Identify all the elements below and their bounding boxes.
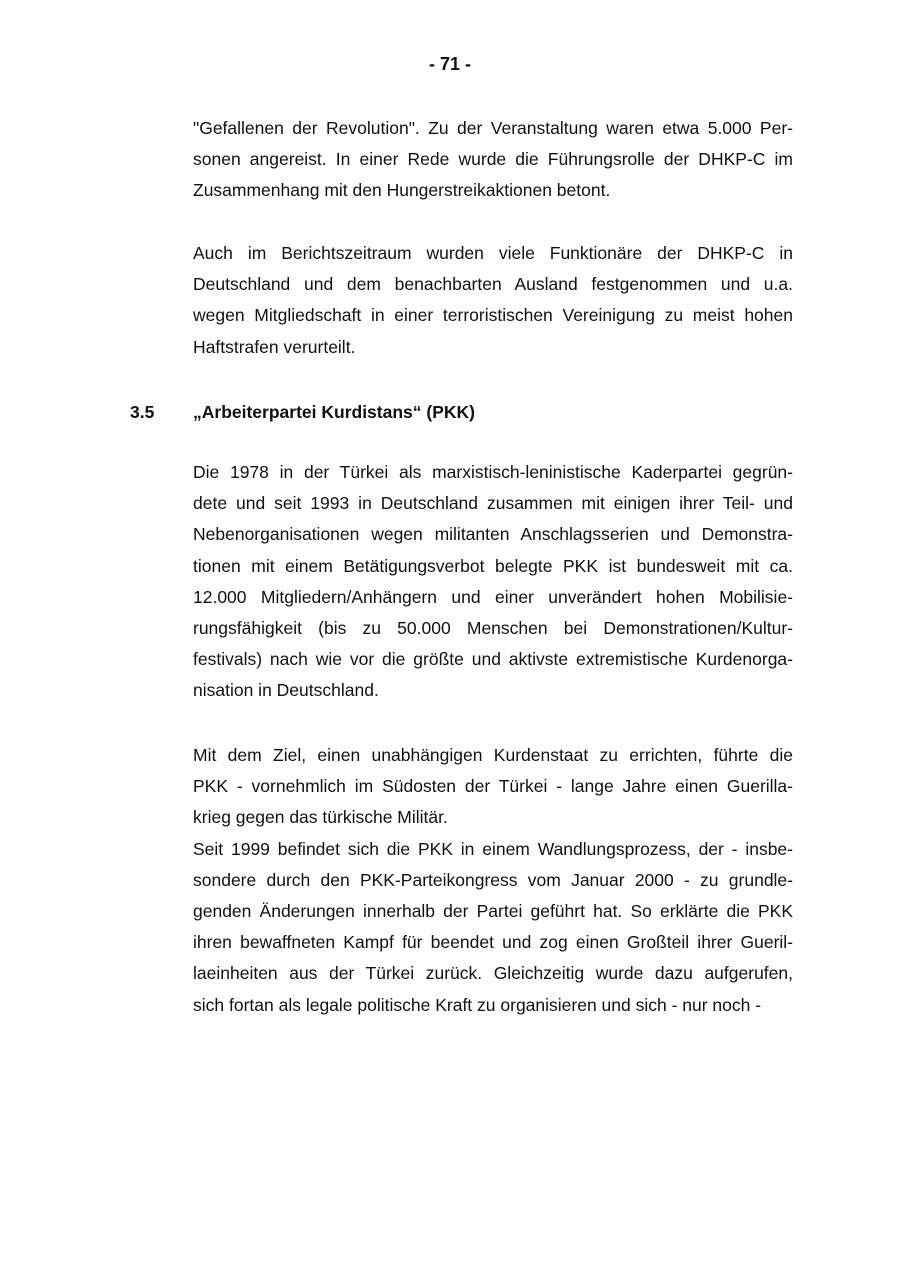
paragraph-line: Mit dem Ziel, einen unabhängigen Kurdenstaat zu errichten, führte die — [193, 745, 793, 765]
paragraph-line: "Gefallenen der Revolution". Zu der Veranstaltung waren etwa 5.000 Per- — [193, 118, 793, 138]
page-number: - 71 - — [428, 54, 471, 74]
paragraph-line: Die 1978 in der Türkei als marxistisch-leninistische Kaderpartei gegrün- — [193, 462, 793, 482]
paragraph-line: Auch im Berichtszeitraum wurden viele Funktionäre der DHKP-C in — [193, 243, 793, 263]
section-title: „Arbeiterpartei Kurdistans“ (PKK) — [193, 402, 475, 422]
paragraph-line: nisation in Deutschland. — [193, 680, 379, 701]
paragraph-line: Haftstrafen verurteilt. — [193, 336, 356, 357]
paragraph-line: dete und seit 1993 in Deutschland zusammen mit einigen ihrer Teil- und — [193, 493, 793, 514]
paragraph-line: ihren bewaffneten Kampf für beendet und zog einen Großteil ihrer Gueril- — [193, 932, 793, 953]
paragraph-line: sich fortan als legale politische Kraft zu organisieren und sich - nur noch - — [193, 994, 762, 1015]
paragraph-line: genden Änderungen innerhalb der Partei geführt hat. So erklärte die PKK — [193, 900, 793, 921]
paragraph-line: Deutschland und dem benachbarten Ausland festgenommen und u.a. — [193, 274, 793, 295]
paragraph-line: sonen angereist. In einer Rede wurde die Führungsrolle der DHKP-C im — [193, 149, 793, 170]
paragraph-line: krieg gegen das türkische Militär. — [193, 807, 448, 828]
paragraph-3 — [193, 457, 793, 707]
paragraph-1 — [193, 113, 793, 207]
paragraph-line: rungsfähigkeit (bis zu 50.000 Menschen bei Demonstrationen/Kultur- — [193, 617, 793, 638]
paragraph-line: PKK - vornehmlich im Südosten der Türkei - lange Jahre einen Guerilla- — [193, 776, 793, 797]
paragraph-line: laeinheiten aus der Türkei zurück. Gleichzeitig wurde dazu aufgerufen, — [193, 963, 793, 984]
section-number: 3.5 — [130, 402, 155, 422]
paragraph-line: Zusammenhang mit den Hungerstreikaktionen betont. — [193, 180, 611, 201]
paragraph-line: Nebenorganisationen wegen militanten Anschlagsserien und Demonstra- — [193, 524, 793, 545]
paragraph-line: sondere durch den PKK-Parteikongress vom Januar 2000 - zu grundle- — [193, 869, 793, 890]
paragraph-4 — [193, 740, 793, 1021]
paragraph-line: festivals) nach wie vor die größte und aktivste extremistische Kurdenorga- — [193, 649, 793, 670]
paragraph-2 — [193, 238, 793, 363]
paragraph-line: Seit 1999 befindet sich die PKK in einem Wandlungsprozess, der - insbe- — [193, 838, 793, 859]
paragraph-line: 12.000 Mitgliedern/Anhängern und einer unverändert hohen Mobilisie- — [193, 586, 793, 607]
paragraph-line: wegen Mitgliedschaft in einer terroristischen Vereinigung zu meist hohen — [193, 305, 793, 326]
paragraph-line: tionen mit einem Betätigungsverbot belegte PKK ist bundesweit mit ca. — [193, 555, 793, 576]
